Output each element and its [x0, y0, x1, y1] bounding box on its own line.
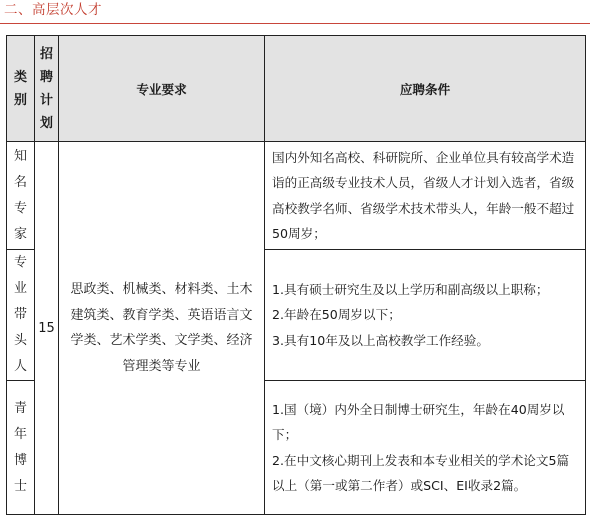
- category-char: 专: [13, 200, 27, 216]
- header-plan-char: 计: [39, 92, 53, 108]
- category-cell: [7, 142, 35, 250]
- section-title: 二、高层次人才: [4, 2, 102, 18]
- category-cell: [7, 381, 35, 515]
- category-char: 名: [13, 174, 27, 190]
- header-category: [7, 36, 35, 142]
- conditions-cell: [265, 142, 586, 250]
- category-char: 家: [13, 226, 27, 242]
- condition-line: 3.具有10年及以上高校教学工作经验。: [272, 332, 489, 348]
- talent-table: [6, 35, 586, 515]
- table-row: [7, 142, 586, 250]
- category-char: 带: [13, 307, 27, 322]
- condition-line: 1.具有硕士研究生及以上学历和副高级以上职称；: [272, 281, 549, 297]
- category-char: 业: [13, 281, 27, 296]
- conditions-cell: [265, 381, 586, 515]
- title-divider: [0, 23, 590, 24]
- category-char: 年: [13, 426, 27, 442]
- category-char: 博: [13, 452, 27, 468]
- header-category-char: 类: [13, 69, 27, 85]
- condition-line: 1.国（境）内外全日制博士研究生，年龄在40周岁以下；: [272, 401, 565, 442]
- header-major: 专业要求: [59, 36, 265, 142]
- major-requirement-cell: 思政类、机械类、材料类、土木建筑类、教育学类、英语语言文学类、艺术学类、文学类、经济管理类等专业: [59, 142, 265, 515]
- category-char: 士: [13, 478, 27, 494]
- category-cell: [7, 250, 35, 381]
- header-plan-char: 招: [39, 46, 53, 62]
- conditions-cell: [265, 250, 586, 381]
- condition-line: 2.年龄在50周岁以下；: [272, 307, 401, 323]
- category-char: 头: [13, 333, 27, 348]
- header-plan-char: 聘: [39, 69, 53, 85]
- header-row: [7, 36, 586, 142]
- header-plan: [35, 36, 59, 142]
- category-char: 人: [13, 359, 27, 374]
- category-char: 专: [13, 255, 27, 270]
- plan-count-cell: 15: [35, 142, 59, 515]
- category-char: 知: [13, 148, 27, 164]
- condition-line: 国内外知名高校、科研院所、企业单位具有较高学术造诣的正高级专业技术人员，省级人才计划入选者，省级高校教学名师、省级学术技术带头人，年龄一般不超过50周岁；: [272, 149, 575, 241]
- header-plan-char: 划: [39, 115, 53, 131]
- header-conditions: 应聘条件: [265, 36, 586, 142]
- category-char: 青: [13, 400, 27, 416]
- condition-line: 2.在中文核心期刊上发表和本专业相关的学术论文5篇以上（第一或第二作者）或SCI、EI收录2篇。: [272, 452, 570, 493]
- header-category-char: 别: [13, 92, 27, 108]
